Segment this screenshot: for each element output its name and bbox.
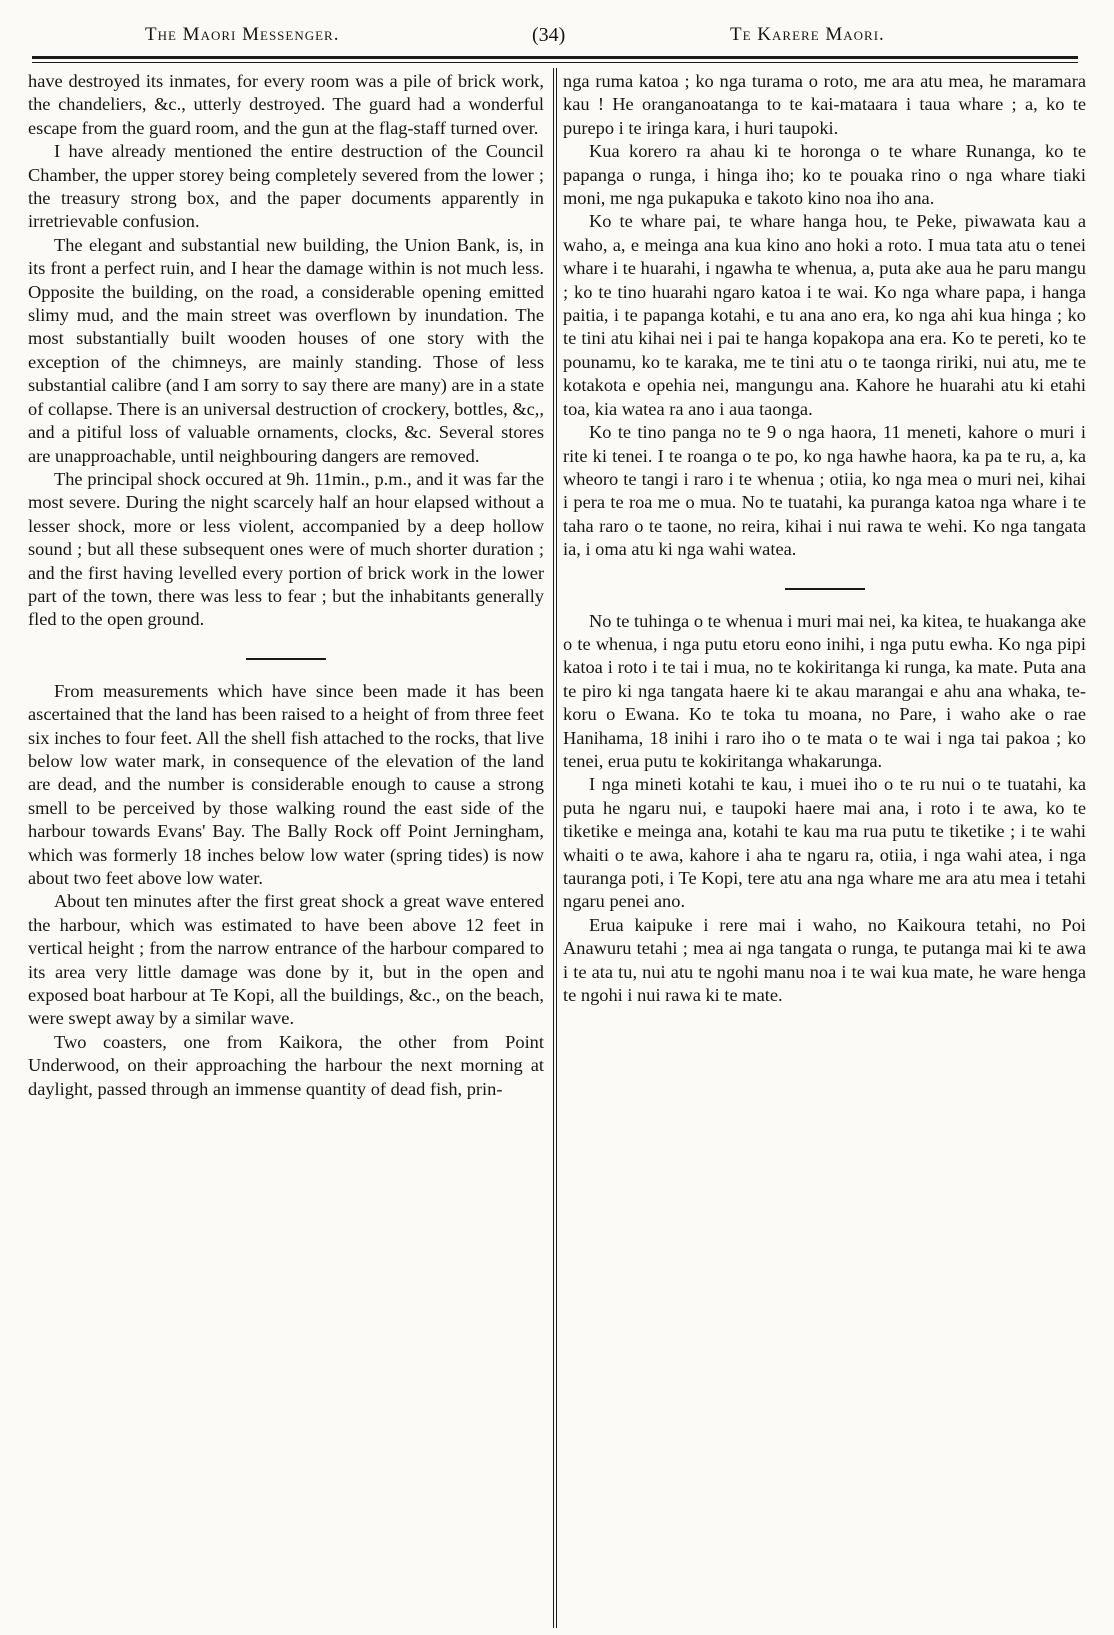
masthead: [30, 18, 1080, 58]
english-masthead-title: The Maori Messenger.: [145, 24, 340, 45]
english-paragraph-6: About ten minutes after the first great shock a great wave entered the harbour, which was estimated to have been above 12 feet in vertical height ; from the narrow entrance of the harbour compared to its area very little damage was done by it, but in the open and exposed boat harbour at Te Kopi, all the buildings, &c., on the beach, were swept away by a similar wave.: [28, 891, 544, 1029]
english-paragraph-1: have destroyed its inmates, for every room was a pile of brick work, the chandeliers, &c., utterly destroyed. The guard had a wonderful escape from the guard room, and the gun at the flag-staff turned over.: [28, 71, 544, 138]
english-paragraph-5: From measurements which have since been made it has been ascertained that the land has been raised to a height of from three feet six inches to four feet. All the shell fish attached to the rocks, that live below low water mark, in consequence of the elevation of the land are dead, and the number is considerable enough to cause a strong smell to be perceived by those walking round the east side of the harbour towards Evans' Bay. The Bally Rock off Point Jerningham, which was formerly 18 inches below low water (spring tides) is now about two feet above low water.: [28, 680, 544, 888]
maori-paragraph-7: Erua kaipuke i rere mai i waho, no Kaikoura tetahi, no Poi Anawuru tetahi ; mea ai nga tangata o runga, te putanga mai ki te awa i te ata tu, nui atu te ngohi manu noa i te wai kua mate, he ware henga te ngohi i nui rawa ki te mate.: [563, 914, 1086, 1006]
maori-masthead-title: Te Karere Maori.: [730, 24, 885, 45]
maori-paragraph-3: Ko te whare pai, te whare hanga hou, te Peke, piwawata kau a waho, a, e meinga ana kua kino ano hoki a roto. I mua tata atu o tenei whare i te huarahi, i ngawha te whenua, a, puta ake aua he paru mangu ; ko te tino huarahi ngaro katoa i te wai. Ko nga whare papa, i hanga paitia, i te papanga kotahi, e tu ana ano era, ko nga ahi kua hinga ; ko te tini atu kihai nei i pai te hanga kopakopa ana era. Ko te pereti, ko te pounamu, ko te karaka, me te tini atu o te taonga ririki, nui atu, me te kotakota e opehia nei, mangungu ana. Kahore he huarahi atu ki etahi toa, kia watea ra ano i aua taonga.: [563, 211, 1086, 419]
maori-paragraph-6: I nga mineti kotahi te kau, i muei iho o te ru nui o te tuatahi, ka puta he ngaru nui, e taupoki haere mai ana, i roto i te awa, ko te tiketike e meinga ana, kotahi te kau ma rua putu te tiketike ; i te wahi whaiti o te awa, kahore i aha te ngaru ra, otiia, i nga wahi atea, i nga tauranga poti, i Te Kopi, tere atu ana nga whare me ara atu mea i tetahi ngaru penei ano.: [563, 774, 1086, 912]
maori-paragraph-1: nga ruma katoa ; ko nga turama o roto, me ara atu mea, he maramara kau ! He oranganoatanga to te kai-mataara i taua whare ; a, ko te purepo i te iringa kara, i huri taupoki.: [563, 71, 1086, 138]
section-separator: [246, 658, 326, 660]
header-rule-thin: [32, 62, 1078, 63]
column-divider: [553, 68, 557, 1628]
maori-paragraph-2: Kua korero ra ahau ki te horonga o te whare Runanga, ko te papanga o runga, i hinga iho; ko te pouaka rino o nga whare tiaki moni, me nga pukapuka e takoto kino noa iho ana.: [563, 141, 1086, 209]
english-paragraph-4: The principal shock occured at 9h. 11min., p.m., and it was far the most severe. During the night scarcely half an hour elapsed without a lesser shock, more or less violent, accompanied by a deep hollow sound ; but all these subsequent ones were of much shorter duration ; and the first having levelled every portion of brick work in the lower part of the town, there was less to fear ; but the inhabitants generally fled to the open ground.: [28, 468, 544, 630]
english-paragraph-2: I have already mentioned the entire destruction of the Council Chamber, the upper storey being completely severed from the lower ; the treasury strong box, and the paper documents apparently in irretrievable confusion.: [28, 141, 544, 232]
english-column: [28, 70, 544, 1101]
section-separator: [785, 588, 865, 590]
maori-column: [563, 70, 1086, 1007]
maori-paragraph-4: Ko te tino panga no te 9 o nga haora, 11 meneti, kahore o muri i rite ki tenei. I te roanga o te po, ko nga hawhe haora, ka pa te ru, a, ka wheoro te tangi i raro i te whenua ; otiia, ko nga mea o muri nei, kihai i pera te roa me o mua. No te tuatahi, ka puranga katoa nga whare i te taha raro o te taone, no reira, kihai i nui rawa te wehi. Ko nga tangata ia, i oma atu ki nga wahi watea.: [563, 422, 1086, 560]
header-rule-thick: [32, 56, 1078, 59]
page-number: (34): [532, 24, 566, 46]
english-paragraph-7: Two coasters, one from Kaikora, the other from Point Underwood, on their approaching the harbour the next morning at daylight, passed through an immense quantity of dead fish, prin-: [28, 1031, 544, 1099]
maori-paragraph-5: No te tuhinga o te whenua i muri mai nei, ka kitea, te huakanga ake o te whenua, i nga putu etoru eono inihi, i nga putu ewha. Ko nga pipi katoa i roto i te tai i mua, no te kokiritanga ki runga, ka mate. Puta ana te piro ki nga tangata haere ki te akau marangai e ahu ana whaka, te-koru o Ewana. Ko te toka tu moana, no Pare, i waho ake o rae Hanihama, 18 inihi i raro iho o te mata o te wai i nga tai pakoa ; ko tenei, erua putu te kokiritanga whakarunga.: [563, 610, 1086, 771]
english-paragraph-3: The elegant and substantial new building, the Union Bank, is, in its front a perfect ruin, and I hear the damage within is not much less. Opposite the building, on the road, a considerable opening emitted slimy mud, and the main street was overflown by inundation. The most substantially built wooden houses of one story with the exception of the chimneys, are mainly standing. Those of less substantial calibre (and I am sorry to say there are many) are in a state of collapse. There is an universal destruction of crockery, bottles, &c,, and a pitiful loss of valuable ornaments, clocks, &c. Several stores are unapproachable, until neighbouring dangers are removed.: [28, 234, 544, 466]
